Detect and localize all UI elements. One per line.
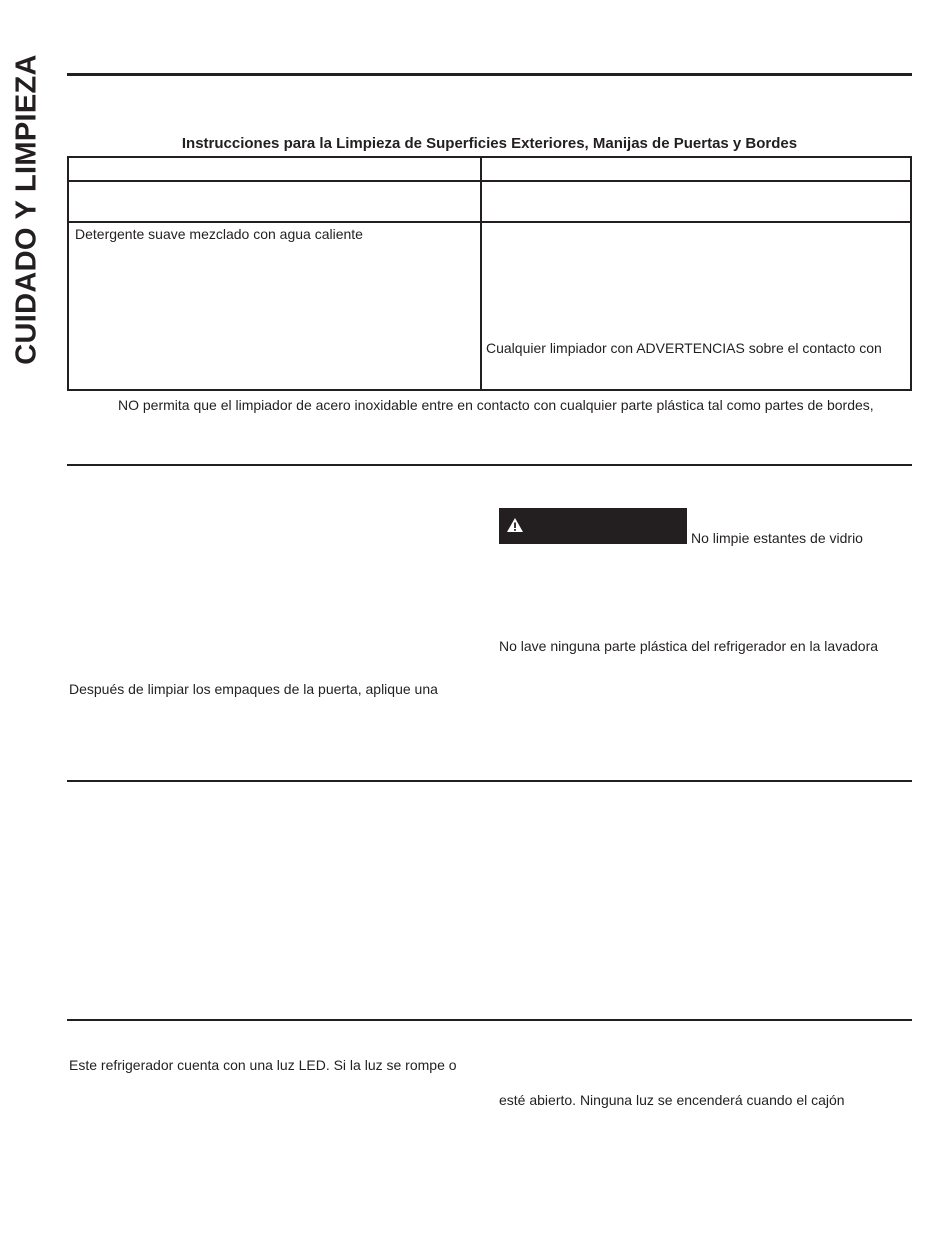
table-row-divider — [69, 221, 910, 223]
stainless-steel-note: NO permita que el limpiador de acero inoxidable entre en contacto con cualquier parte plástica tal como partes de bordes, — [118, 397, 874, 413]
section-rule — [67, 1019, 912, 1021]
gasket-note: Después de limpiar los empaques de la puerta, aplique una — [69, 681, 438, 697]
led-light-note: Este refrigerador cuenta con una luz LED. Si la luz se rompe o — [69, 1057, 457, 1073]
table-cell-avoid-cleaner: Cualquier limpiador con ADVERTENCIAS sobre el contacto con — [486, 340, 882, 356]
warning-text: No limpie estantes de vidrio — [691, 530, 863, 546]
side-title-text: CUIDADO Y LIMPIEZA — [10, 54, 43, 365]
dishwasher-note: No lave ninguna parte plástica del refrigerador en la lavadora — [499, 638, 879, 654]
warning-label — [499, 508, 687, 544]
section-rule — [67, 464, 912, 466]
header-rule — [67, 73, 912, 76]
cleaning-table — [67, 156, 912, 391]
table-title: Instrucciones para la Limpieza de Superficies Exteriores, Manijas de Puertas y Bordes — [181, 135, 798, 152]
table-cell-approved-cleaner: Detergente suave mezclado con agua caliente — [75, 226, 363, 242]
table-row-divider — [69, 180, 910, 182]
side-section-title — [8, 38, 48, 380]
table-column-divider — [480, 158, 482, 389]
section-rule — [67, 780, 912, 782]
warning-triangle-icon — [506, 517, 524, 533]
drawer-light-note: esté abierto. Ninguna luz se encenderá cuando el cajón — [499, 1092, 845, 1108]
